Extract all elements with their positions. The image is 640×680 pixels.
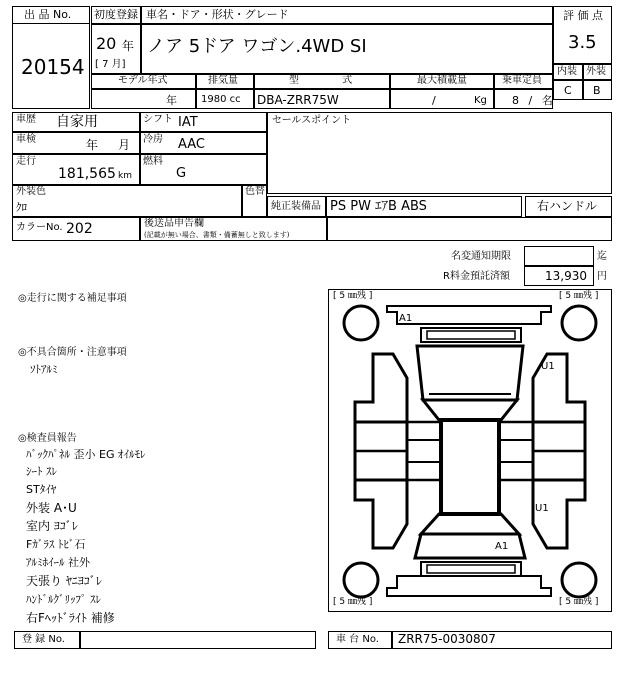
name-change-box: [524, 246, 594, 266]
defect-item: ｿﾄｱﾙﾐ: [30, 363, 58, 376]
selling-points-label: セールスポイント: [272, 115, 352, 126]
ext-color-cell: [12, 185, 242, 217]
capacity-label: 乗車定員: [502, 75, 542, 86]
defects-title: ◎不具合箇所・注意事項: [18, 347, 127, 358]
inspector-line: 天張り ﾔﾆﾖｺﾞﾚ: [26, 574, 102, 588]
model-year-unit: 年: [166, 94, 177, 107]
ac: AAC: [178, 137, 205, 152]
name-change-label: 名変通知期限: [451, 251, 511, 262]
car-outline: [329, 290, 611, 611]
recycle-label: R料金預託済額: [443, 271, 510, 282]
inspector-line: ﾊﾞｯｸﾊﾟﾈﾙ 歪小 EG ｵｲﾙﾓﾚ: [26, 448, 146, 461]
type-label: 型 式: [289, 75, 353, 86]
history: 自家用: [56, 114, 98, 130]
max-load-sep: /: [432, 94, 436, 107]
recycle-unit: 円: [597, 271, 607, 282]
tire-depth-top-right: [ 5 ㎜残 ]: [559, 291, 599, 301]
equipment: PS PW ｴｱB ABS: [330, 199, 427, 214]
tire-depth-bottom-right: [ 5 ㎜残 ]: [559, 597, 599, 607]
post-declare-space: [327, 217, 612, 241]
inspection-month: 月: [118, 138, 131, 152]
history-label: 車歴: [16, 114, 36, 125]
inspector-line: ﾊﾝﾄﾞﾙｸﾞﾘｯﾌﾟ ｽﾚ: [26, 593, 101, 606]
grade-label: 評 価 点: [563, 9, 603, 22]
damage-mark-front-bumper: A1: [399, 313, 413, 324]
chassis-label: 車 台 No.: [336, 634, 379, 645]
reg-no-label: 登 録 No.: [22, 634, 65, 645]
inspector-line: STﾀｲﾔ: [26, 483, 57, 496]
post-declare-note: (記載が無い場合、書類・備蓄無しと致します): [144, 231, 290, 239]
equipment-label: 純正装備品: [271, 201, 321, 212]
recycle-value: 13,930: [545, 269, 587, 283]
first-reg-year: 20: [96, 34, 117, 53]
chassis-no: ZRR75-0030807: [398, 632, 496, 646]
reg-no-cell: [80, 631, 316, 649]
inspection-year: 年: [86, 138, 99, 152]
color-change-label: 色替: [245, 186, 265, 197]
shift: IAT: [178, 115, 198, 130]
inspector-line: ｱﾙﾐﾎｲｰﾙ 社外: [26, 556, 90, 569]
interior-value: C: [564, 84, 572, 97]
damage-diagram: [328, 289, 612, 612]
inspector-line: 外装 A･U: [26, 501, 77, 515]
steering: 右ハンドル: [537, 199, 598, 213]
inspector-line: 室内 ﾖｺﾞﾚ: [26, 519, 78, 533]
inspector-line: 右Fﾍｯﾄﾞﾗｲﾄ 補修: [26, 611, 115, 625]
ac-label: 冷房: [143, 134, 163, 145]
damage-mark-rear-right: U1: [535, 503, 549, 514]
post-declare-label: 後送品申告欄: [144, 218, 204, 229]
color-no-label: カラーNo.: [16, 222, 63, 233]
ext-color: ｸﾛ: [16, 201, 27, 214]
model-year-cell: [91, 89, 196, 109]
mileage-unit: km: [118, 171, 132, 181]
type-value: DBA-ZRR75W: [257, 93, 339, 107]
max-load-unit: Kg: [474, 95, 487, 106]
fuel-label: 燃料: [143, 156, 163, 167]
mileage: 181,565: [58, 166, 116, 182]
inspector-line: ｼｰﾄ ｽﾚ: [26, 465, 57, 478]
tire-depth-bottom-left: [ 5 ㎜残 ]: [333, 597, 373, 607]
displacement: 1980 cc: [201, 94, 241, 105]
mileage-label: 走行: [16, 156, 36, 167]
lot-no-label: 出 品 No.: [24, 8, 72, 21]
driving-notes-title: ◎走行に関する補足事項: [18, 293, 127, 304]
damage-mark-trunk: A1: [495, 541, 509, 552]
color-no: 202: [66, 221, 93, 237]
inspection-label: 車検: [16, 134, 36, 145]
interior-label: 内装: [557, 66, 577, 77]
first-reg-label: 初度登録: [94, 8, 138, 21]
shift-label: シフト: [143, 114, 173, 125]
exterior-label: 外装: [586, 66, 606, 77]
ext-color-label: 外装色: [16, 186, 46, 197]
tire-depth-top-left: [ 5 ㎜残 ]: [333, 291, 373, 301]
fuel: G: [176, 166, 187, 181]
lot-no: 20154: [21, 55, 85, 79]
inspector-title: ◎検査員報告: [18, 433, 77, 444]
name-change-unit: 迄: [597, 251, 607, 262]
first-reg-year-unit: 年: [122, 39, 135, 53]
model-label: 車名・ドア・形状・グレード: [146, 8, 289, 21]
model-year-label: モデル年式: [118, 75, 168, 86]
inspector-line: Fｶﾞﾗｽ ﾄﾋﾞ石: [26, 538, 86, 551]
model-name: ノア 5ドア ワゴン.4WD SI: [147, 36, 367, 57]
exterior-value: B: [593, 84, 601, 97]
max-load-label: 最大積載量: [417, 75, 467, 86]
displacement-label: 排気量: [208, 75, 238, 86]
grade-value: 3.5: [568, 32, 597, 53]
damage-mark-front-right: U1: [541, 361, 555, 372]
capacity: 8 / 名: [512, 94, 553, 107]
first-reg-month: [ 7 月]: [95, 59, 126, 70]
